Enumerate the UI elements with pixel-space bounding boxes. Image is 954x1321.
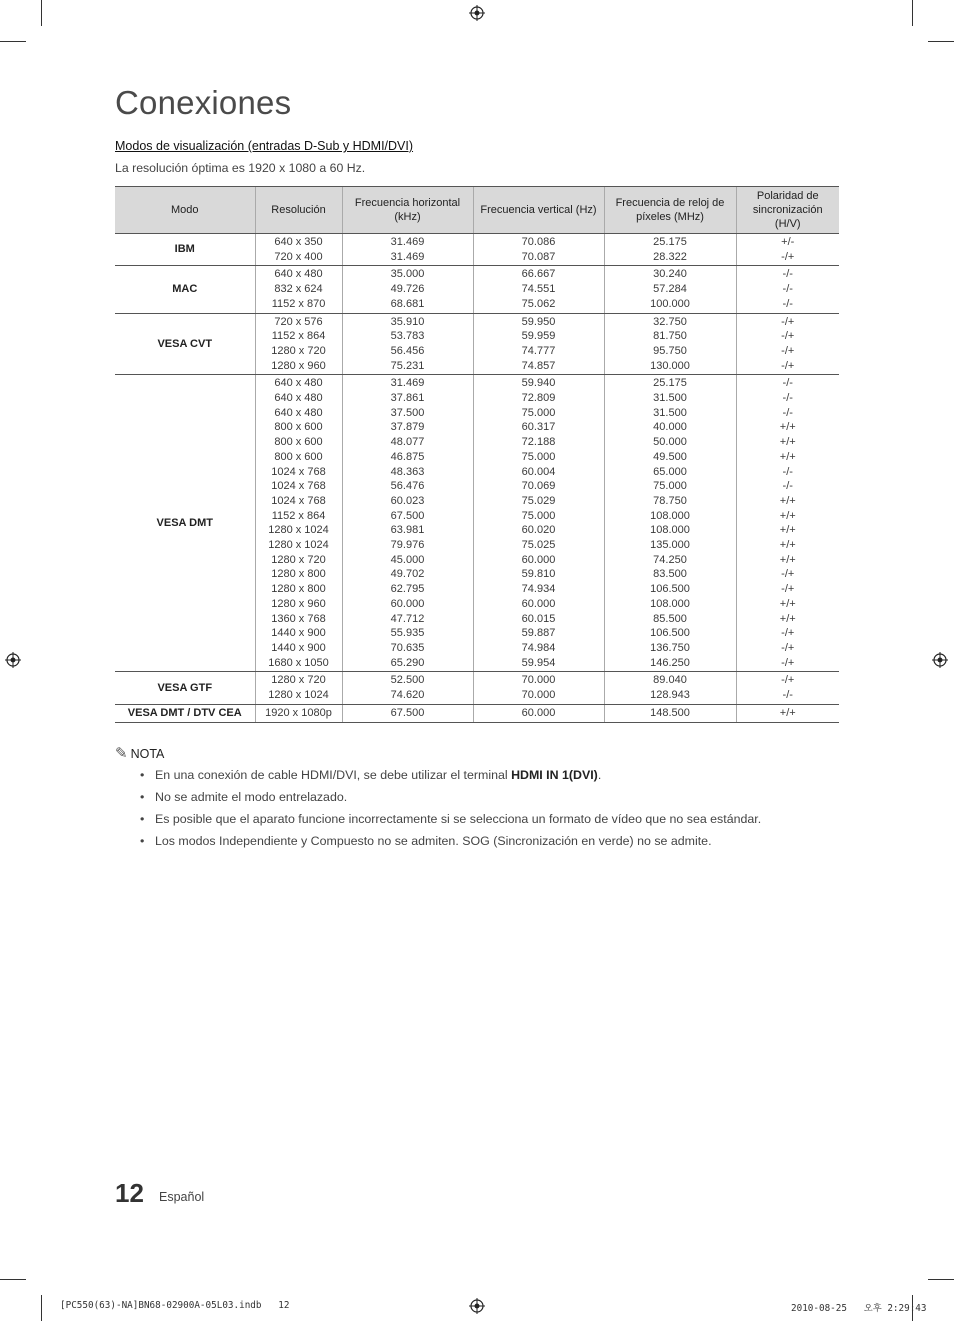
cell-value: 136.750	[650, 641, 690, 654]
list-item: • Los modos Independiente y Compuesto no se admiten. SOG (Sincronización en verde) no se admite.	[138, 832, 761, 854]
list-item: • No se admite el modo entrelazado.	[138, 788, 761, 810]
column-header-horizontal-frequency: Frecuencia horizontal (kHz)	[342, 187, 473, 234]
cell-value: 52.500	[390, 674, 425, 687]
table-row	[115, 704, 839, 722]
cell-value: 65.290	[390, 656, 425, 669]
crop-mark	[928, 1279, 954, 1280]
cell-value: 70.635	[390, 641, 425, 654]
cell-value: 130.000	[650, 359, 690, 372]
cell-value: 1440 x 900	[271, 641, 326, 654]
cell-value: 1280 x 960	[271, 597, 326, 610]
cell-value: -/-	[782, 283, 793, 296]
sync-polarity-cell	[736, 672, 839, 704]
cell-value: 1024 x 768	[271, 465, 326, 478]
cell-value: 65.000	[653, 465, 687, 478]
cell-value: 1280 x 720	[271, 344, 326, 357]
cell-value: 66.667	[521, 268, 556, 281]
cell-value: 37.861	[390, 392, 425, 405]
horizontal-frequency-cell	[342, 313, 473, 375]
table-row	[115, 234, 839, 266]
resolution-cell	[255, 704, 342, 722]
cell-value: 83.500	[653, 568, 687, 581]
cell-value: -/-	[782, 465, 793, 478]
optimal-resolution-text: La resolución óptima es 1920 x 1080 a 60 Hz.	[115, 161, 366, 175]
cell-value: +/+	[779, 494, 796, 507]
cell-value: 49.500	[653, 450, 687, 463]
cell-value: 1680 x 1050	[268, 656, 329, 669]
cell-value: 60.000	[521, 553, 556, 566]
crop-mark	[0, 1279, 26, 1280]
cell-value: 31.500	[653, 406, 687, 419]
cell-value: 70.000	[521, 674, 556, 687]
cell-value: 25.175	[653, 236, 687, 248]
cell-value: 60.000	[521, 597, 556, 610]
cell-value: 45.000	[390, 553, 425, 566]
cell-value: 85.500	[653, 612, 687, 625]
cell-value: 106.500	[650, 627, 690, 640]
cell-value: 1280 x 1024	[268, 524, 329, 537]
cell-value: 32.750	[653, 315, 687, 328]
cell-value: -/+	[781, 583, 795, 596]
cell-value: 50.000	[653, 436, 687, 449]
cell-value: 75.029	[521, 494, 556, 507]
mode-cell: VESA CVT	[115, 313, 255, 375]
cell-value: 67.500	[390, 706, 425, 719]
cell-value: 75.000	[521, 509, 556, 522]
cell-value: 146.250	[650, 656, 690, 669]
cell-value: 70.087	[521, 250, 556, 263]
page-language: Español	[159, 1190, 205, 1204]
list-item: • Es posible que el aparato funcione incorrectamente si se selecciona un formato de vídeo que no sea estándar.	[138, 810, 761, 832]
cell-value: 89.040	[653, 674, 687, 687]
crop-mark	[912, 0, 913, 26]
cell-value: 31.469	[390, 250, 425, 263]
cell-value: 37.500	[390, 406, 425, 419]
print-timestamp: 2010-08-25 오후 2:29:43	[791, 1303, 927, 1314]
cell-value: -/-	[782, 297, 793, 310]
cell-value: 70.086	[521, 236, 556, 248]
cell-value: 720 x 400	[274, 250, 323, 263]
cell-value: 1440 x 900	[271, 627, 326, 640]
cell-value: 135.000	[650, 539, 690, 552]
display-modes-table	[115, 186, 839, 723]
cell-value: 800 x 600	[274, 450, 323, 463]
cell-value: 60.004	[521, 465, 556, 478]
table-row	[115, 313, 839, 375]
table-row	[115, 375, 839, 672]
cell-value: 48.077	[390, 436, 425, 449]
column-header-pixel-clock: Frecuencia de reloj de píxeles (MHz)	[604, 187, 736, 234]
cell-value: 1280 x 800	[271, 568, 326, 581]
note-label: NOTA	[130, 747, 165, 761]
cell-value: 800 x 600	[274, 421, 323, 434]
cell-value: +/+	[779, 706, 796, 719]
cell-value: 640 x 480	[274, 392, 323, 405]
vertical-frequency-cell	[473, 313, 604, 375]
vertical-frequency-cell	[473, 375, 604, 672]
cell-value: 56.456	[390, 344, 425, 357]
mode-cell: IBM	[115, 234, 255, 266]
cell-value: 59.887	[521, 627, 556, 640]
cell-value: 31.469	[390, 377, 425, 390]
sync-polarity-cell	[736, 375, 839, 672]
cell-value: 60.000	[521, 706, 556, 719]
registration-mark-icon	[469, 1298, 485, 1314]
cell-value: 148.500	[650, 706, 690, 719]
cell-value: 37.879	[390, 421, 425, 434]
cell-value: -/+	[781, 330, 795, 343]
table-row	[115, 266, 839, 313]
vertical-frequency-cell	[473, 672, 604, 704]
cell-value: 100.000	[650, 297, 690, 310]
cell-value: 48.363	[390, 465, 425, 478]
cell-value: 1024 x 768	[271, 494, 326, 507]
cell-value: 108.000	[650, 597, 690, 610]
cell-value: 832 x 624	[274, 283, 323, 296]
cell-value: 74.934	[521, 583, 556, 596]
cell-value: -/+	[781, 250, 795, 263]
cell-value: 640 x 480	[274, 268, 323, 281]
cell-value: 28.322	[653, 250, 687, 263]
cell-value: -/-	[782, 689, 793, 702]
pixel-clock-cell	[604, 234, 736, 266]
cell-value: -/-	[782, 268, 793, 281]
cell-value: 81.750	[653, 330, 687, 343]
cell-value: 108.000	[650, 509, 690, 522]
cell-value: 25.175	[653, 377, 687, 390]
cell-value: 55.935	[390, 627, 425, 640]
cell-value: 46.875	[390, 450, 425, 463]
cell-value: 40.000	[653, 421, 687, 434]
cell-value: +/+	[779, 553, 796, 566]
cell-value: -/+	[781, 568, 795, 581]
cell-value: 60.015	[521, 612, 556, 625]
cell-value: 63.981	[390, 524, 425, 537]
cell-value: 35.910	[390, 315, 425, 328]
vertical-frequency-cell	[473, 234, 604, 266]
resolution-cell	[255, 266, 342, 313]
cell-value: 70.069	[521, 480, 556, 493]
cell-value: 30.240	[653, 268, 687, 281]
table-row	[115, 672, 839, 704]
cell-value: 57.284	[653, 283, 687, 296]
pixel-clock-cell	[604, 375, 736, 672]
pixel-clock-cell	[604, 266, 736, 313]
cell-value: 1280 x 720	[271, 553, 326, 566]
cell-value: -/-	[782, 480, 793, 493]
cell-value: 49.702	[390, 568, 425, 581]
cell-value: 47.712	[390, 612, 425, 625]
cell-value: 74.250	[653, 553, 687, 566]
cell-value: -/+	[781, 641, 795, 654]
cell-value: 56.476	[390, 480, 425, 493]
mode-cell: VESA DMT	[115, 375, 255, 672]
terminal-name: HDMI IN 1(DVI)	[511, 768, 598, 782]
note-heading	[115, 744, 164, 762]
cell-value: 62.795	[390, 583, 425, 596]
sync-polarity-cell	[736, 234, 839, 266]
registration-mark-icon	[5, 652, 21, 668]
cell-value: 53.783	[390, 330, 425, 343]
cell-value: 60.023	[390, 494, 425, 507]
pencil-icon: ✎	[115, 745, 128, 762]
cell-value: +/+	[779, 450, 796, 463]
column-header-mode: Modo	[115, 187, 255, 234]
table-body	[115, 234, 839, 723]
sync-polarity-cell	[736, 313, 839, 375]
cell-value: -/-	[782, 406, 793, 419]
cell-value: -/+	[781, 674, 795, 687]
crop-mark	[0, 41, 26, 42]
horizontal-frequency-cell	[342, 672, 473, 704]
cell-value: 75.062	[521, 297, 556, 310]
page-title: Conexiones	[115, 84, 292, 121]
cell-value: 72.188	[521, 436, 556, 449]
cell-value: -/+	[781, 656, 795, 669]
cell-value: 1152 x 864	[271, 330, 326, 343]
cell-value: -/+	[781, 344, 795, 357]
cell-value: -/-	[782, 392, 793, 405]
cell-value: 74.620	[390, 689, 425, 702]
cell-value: 60.020	[521, 524, 556, 537]
resolution-cell	[255, 375, 342, 672]
cell-value: +/+	[779, 524, 796, 537]
cell-value: 1280 x 1024	[268, 689, 329, 702]
cell-value: +/+	[779, 612, 796, 625]
cell-value: 1280 x 1024	[268, 539, 329, 552]
cell-value: -/+	[781, 359, 795, 372]
cell-value: 78.750	[653, 494, 687, 507]
horizontal-frequency-cell	[342, 704, 473, 722]
cell-value: -/-	[782, 377, 793, 390]
cell-value: 640 x 480	[274, 377, 323, 390]
vertical-frequency-cell	[473, 266, 604, 313]
horizontal-frequency-cell	[342, 266, 473, 313]
crop-mark	[928, 41, 954, 42]
cell-value: 59.954	[521, 656, 556, 669]
cell-value: +/+	[779, 436, 796, 449]
cell-value: 1920 x 1080p	[265, 706, 332, 719]
cell-value: +/+	[779, 539, 796, 552]
cell-value: 1280 x 800	[271, 583, 326, 596]
cell-value: 67.500	[390, 509, 425, 522]
cell-value: 1152 x 864	[271, 509, 326, 522]
cell-value: 1360 x 768	[271, 612, 326, 625]
cell-value: 1280 x 720	[271, 674, 326, 687]
cell-value: 1280 x 960	[271, 359, 326, 372]
cell-value: 70.000	[521, 689, 556, 702]
crop-mark	[41, 1295, 42, 1321]
cell-value: +/+	[779, 421, 796, 434]
sync-polarity-cell	[736, 266, 839, 313]
cell-value: 1152 x 870	[271, 297, 326, 310]
cell-value: 108.000	[650, 524, 690, 537]
cell-value: 31.469	[390, 236, 425, 248]
column-header-sync-polarity: Polaridad de sincronización (H/V)	[736, 187, 839, 234]
mode-cell: VESA DMT / DTV CEA	[115, 704, 255, 722]
print-file-info: [PC550(63)-NA]BN68-02900A-05L03.indb 12	[60, 1300, 290, 1311]
pixel-clock-cell	[604, 313, 736, 375]
cell-value: 31.500	[653, 392, 687, 405]
cell-value: 74.984	[521, 641, 556, 654]
sync-polarity-cell	[736, 704, 839, 722]
note-list	[138, 766, 761, 854]
pixel-clock-cell	[604, 672, 736, 704]
cell-value: 60.000	[390, 597, 425, 610]
cell-value: 640 x 350	[274, 236, 323, 248]
cell-value: 59.950	[521, 315, 556, 328]
horizontal-frequency-cell	[342, 375, 473, 672]
section-heading: Modos de visualización (entradas D-Sub y HDMI/DVI)	[115, 139, 414, 153]
cell-value: +/+	[779, 509, 796, 522]
registration-mark-icon	[469, 5, 485, 21]
cell-value: 59.940	[521, 377, 556, 390]
column-header-vertical-frequency: Frecuencia vertical (Hz)	[473, 187, 604, 234]
cell-value: -/+	[781, 627, 795, 640]
cell-value: 800 x 600	[274, 436, 323, 449]
cell-value: +/+	[779, 597, 796, 610]
crop-mark	[41, 0, 42, 26]
horizontal-frequency-cell	[342, 234, 473, 266]
cell-value: 72.809	[521, 392, 556, 405]
cell-value: 35.000	[390, 268, 425, 281]
cell-value: 640 x 480	[274, 406, 323, 419]
cell-value: 59.810	[521, 568, 556, 581]
mode-cell: VESA GTF	[115, 672, 255, 704]
cell-value: 75.000	[521, 450, 556, 463]
cell-value: 49.726	[390, 283, 425, 296]
pixel-clock-cell	[604, 704, 736, 722]
cell-value: 74.551	[521, 283, 556, 296]
cell-value: 75.000	[521, 406, 556, 419]
cell-value: 75.025	[521, 539, 556, 552]
resolution-cell	[255, 672, 342, 704]
list-item: • En una conexión de cable HDMI/DVI, se debe utilizar el terminal HDMI IN 1(DVI).	[138, 766, 761, 788]
cell-value: 106.500	[650, 583, 690, 596]
page-number: 12	[115, 1178, 144, 1208]
column-header-resolution: Resolución	[255, 187, 342, 234]
vertical-frequency-cell	[473, 704, 604, 722]
cell-value: +/-	[781, 236, 795, 248]
cell-value: -/+	[781, 315, 795, 328]
cell-value: 74.777	[521, 344, 556, 357]
table-header-row	[115, 187, 839, 234]
cell-value: 1024 x 768	[271, 480, 326, 493]
cell-value: 79.976	[390, 539, 425, 552]
cell-value: 74.857	[521, 359, 556, 372]
mode-cell: MAC	[115, 266, 255, 313]
cell-value: 68.681	[390, 297, 425, 310]
cell-value: 720 x 576	[274, 315, 323, 328]
cell-value: 75.000	[653, 480, 687, 493]
cell-value: 128.943	[650, 689, 690, 702]
cell-value: 59.959	[521, 330, 556, 343]
cell-value: 60.317	[521, 421, 556, 434]
resolution-cell	[255, 234, 342, 266]
cell-value: 75.231	[390, 359, 425, 372]
resolution-cell	[255, 313, 342, 375]
registration-mark-icon	[932, 652, 948, 668]
cell-value: 95.750	[653, 344, 687, 357]
